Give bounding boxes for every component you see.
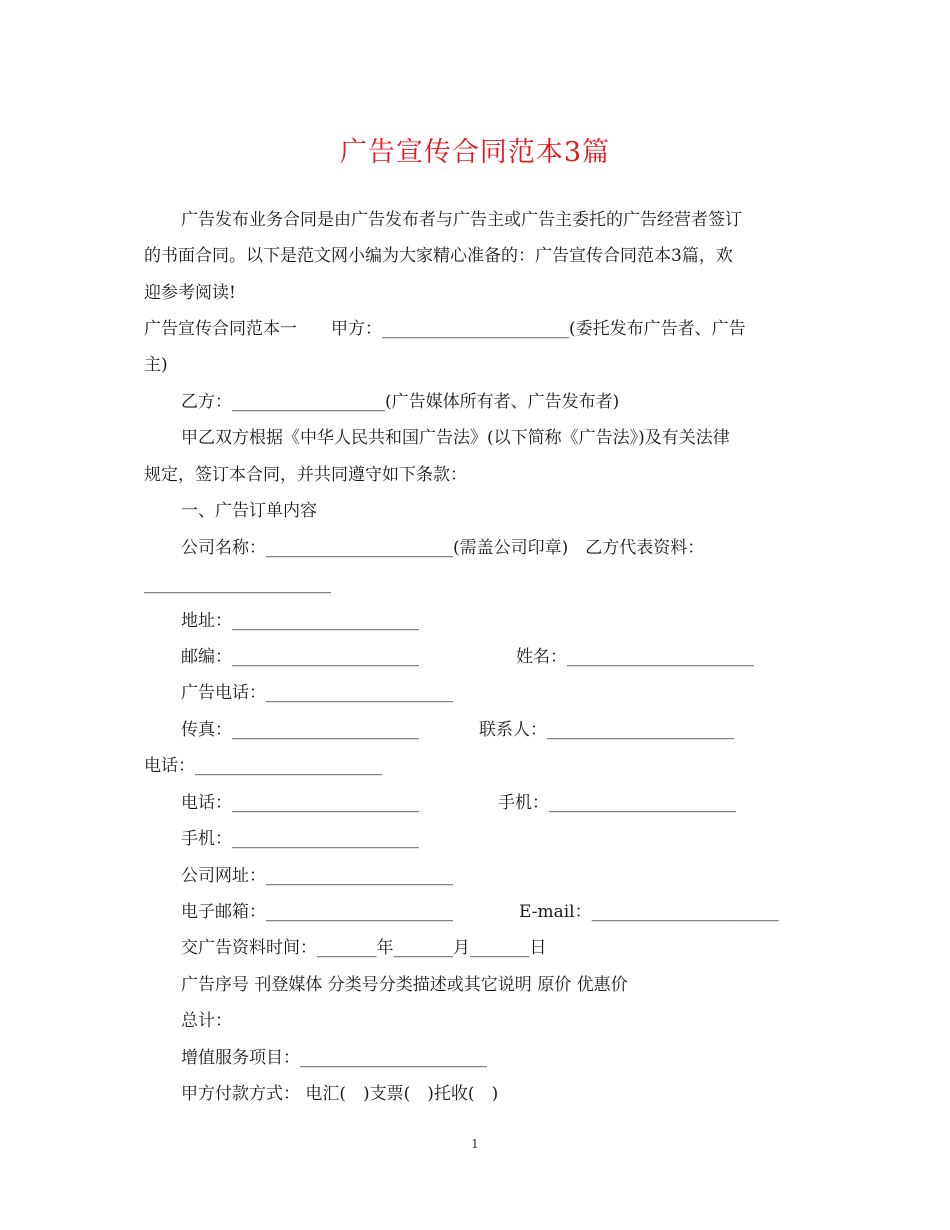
section-1-heading: 一、广告订单内容 bbox=[181, 501, 317, 521]
intro-line-2: 的书面合同。以下是范文网小编为大家精心准备的：广告宣传合同范本3篇，欢 bbox=[144, 246, 733, 266]
phone-field-outdent: 电话：______________________ bbox=[144, 756, 382, 776]
party-a-line-1: 广告宣传合同范本一 甲方：______________________(委托发布广告者、广告 bbox=[144, 319, 746, 339]
party-b-line: 乙方：__________________(广告媒体所有者、广告发布者) bbox=[181, 392, 620, 412]
intro-line-3: 迎参考阅读! bbox=[144, 283, 236, 303]
phone-field: 电话：______________________ bbox=[181, 793, 419, 813]
party-a-line-2: 主) bbox=[144, 355, 168, 375]
value-added-field: 增值服务项目：______________________ bbox=[181, 1048, 487, 1068]
contact-person-field: 联系人：______________________ bbox=[479, 720, 734, 740]
website-field: 公司网址：______________________ bbox=[181, 866, 453, 886]
mobile-field-right: 手机：______________________ bbox=[498, 793, 736, 813]
ad-phone-field: 广告电话：______________________ bbox=[181, 683, 453, 703]
delivery-time-field: 交广告资料时间：_______年_______月_______日 bbox=[181, 938, 547, 958]
party-b-representative-blank: ______________________ bbox=[144, 574, 331, 594]
mobile-field: 手机：______________________ bbox=[181, 829, 419, 849]
payment-method-field: 甲方付款方式： 电汇( )支票( )托收( ) bbox=[181, 1084, 499, 1104]
intro-line-1: 广告发布业务合同是由广告发布者与广告主或广告主委托的广告经营者签订 bbox=[181, 210, 742, 230]
company-name-field: 公司名称：______________________(需盖公司印章) 乙方代表资料： bbox=[181, 538, 705, 558]
name-field: 姓名：______________________ bbox=[516, 647, 754, 667]
basis-line-1: 甲乙双方根据《中华人民共和国广告法》(以下简称《广告法》)及有关法律 bbox=[181, 428, 730, 448]
email-cn-field: 电子邮箱：______________________ bbox=[181, 902, 453, 922]
address-field: 地址：______________________ bbox=[181, 611, 419, 631]
order-table-header: 广告序号 刊登媒体 分类号分类描述或其它说明 原价 优惠价 bbox=[181, 975, 628, 995]
total-field: 总计： bbox=[181, 1011, 232, 1031]
page-number: 1 bbox=[471, 1137, 479, 1151]
document-title: 广告宣传合同范本3篇 bbox=[339, 137, 611, 168]
basis-line-2: 规定，签订本合同，并共同遵守如下条款： bbox=[144, 465, 467, 485]
email-en-field: E-mail：______________________ bbox=[519, 902, 779, 922]
fax-field: 传真：______________________ bbox=[181, 720, 419, 740]
postcode-field: 邮编：______________________ bbox=[181, 647, 419, 667]
